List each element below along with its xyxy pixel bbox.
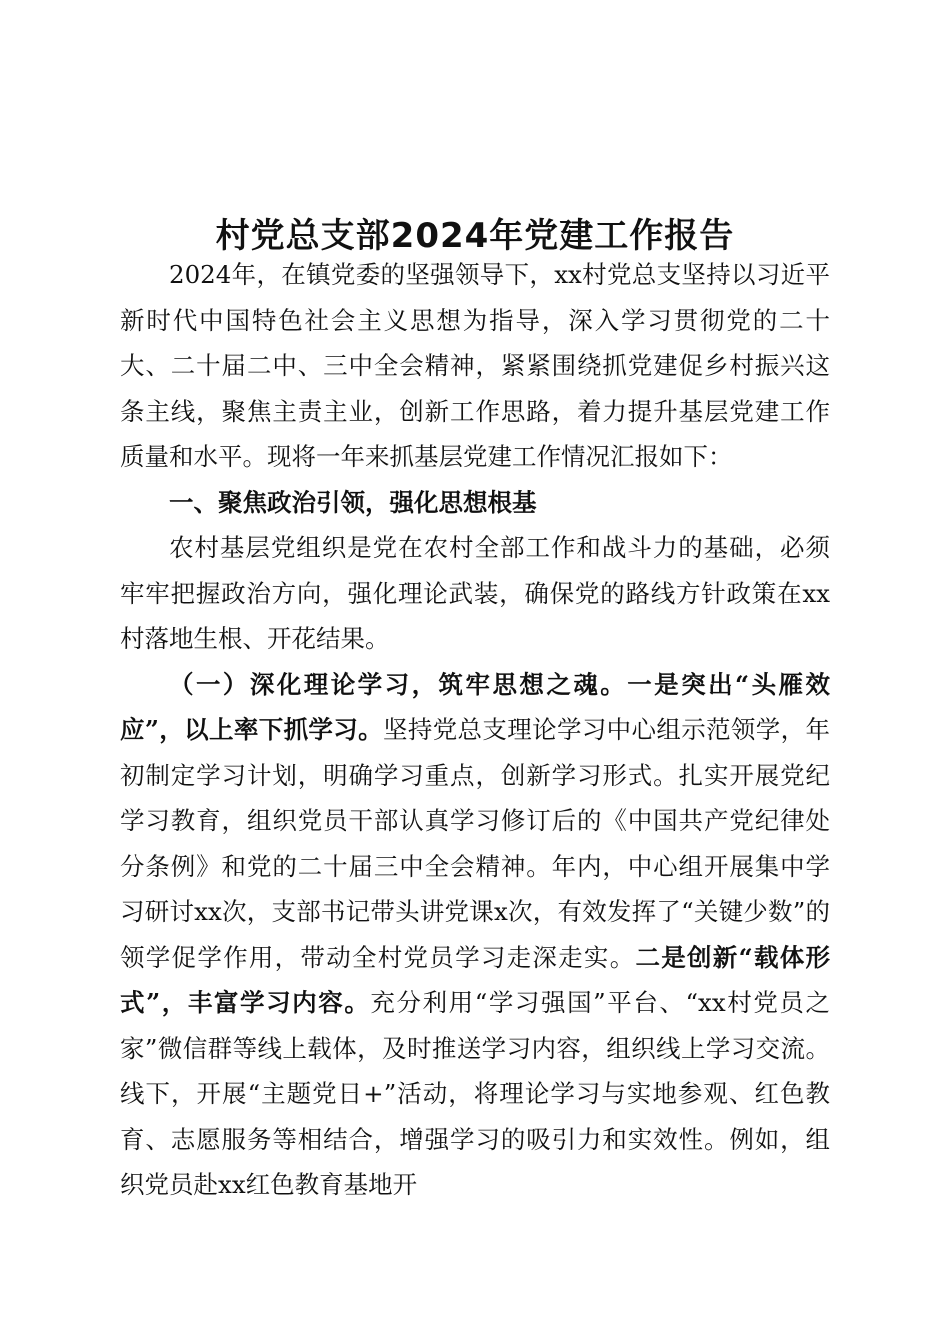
subsection-1-lead-2: 二是创新“载体形式”，丰富学习内容。 — [120, 942, 830, 1017]
intro-paragraph: 2024年，在镇党委的坚强领导下，xx村党总支坚持以习近平新时代中国特色社会主义思想为指导，深入学习贯彻党的二十大、二十届二中、三中全会精神，紧紧围绕抓党建促乡村振兴这条主线，聚焦主责主业，创新工作思路，着力提升基层党建工作质量和水平。现将一年来抓基层党建工作情况汇报如下： — [120, 260, 830, 471]
subsection-1-lead: （一）深化理论学习，筑牢思想之魂。一是突出“头雁效应”，以上率下抓学习。 — [120, 669, 830, 744]
subsection-1-text: 坚持党总支理论学习中心组示范领学，年初制定学习计划，明确学习重点，创新学习形式。扎实开展党纪学习教育，组织党员干部认真学习修订后的《中国共产党纪律处分条例》和党的二十届三中全会精神。年内，中心组开展集中学习研讨xx次，支部书记带头讲党课x次，有效发挥了“关键少数”的领学促学作用，带动全村党员学习走深走实。 — [120, 715, 830, 972]
section-1-paragraph: 农村基层党组织是党在农村全部工作和战斗力的基础，必须牢牢把握政治方向，强化理论武装，确保党的路线方针政策在xx村落地生根、开花结果。 — [120, 533, 830, 653]
subsection-1-paragraph — [120, 662, 830, 1208]
section-1-heading: 一、聚焦政治引领，强化思想根基 — [169, 487, 537, 517]
subsection-1-text-2: 充分利用“学习强国”平台、“xx村党员之家”微信群等线上载体，及时推送学习内容，组织线上学习交流。线下，开展“主题党日+”活动，将理论学习与实地参观、红色教育、志愿服务等相结合，增强学习的吸引力和实效性。例如，组织党员赴xx红色教育基地开 — [120, 988, 830, 1199]
page-title: 村党总支部2024年党建工作报告 — [215, 216, 735, 256]
document-body — [120, 252, 830, 1208]
